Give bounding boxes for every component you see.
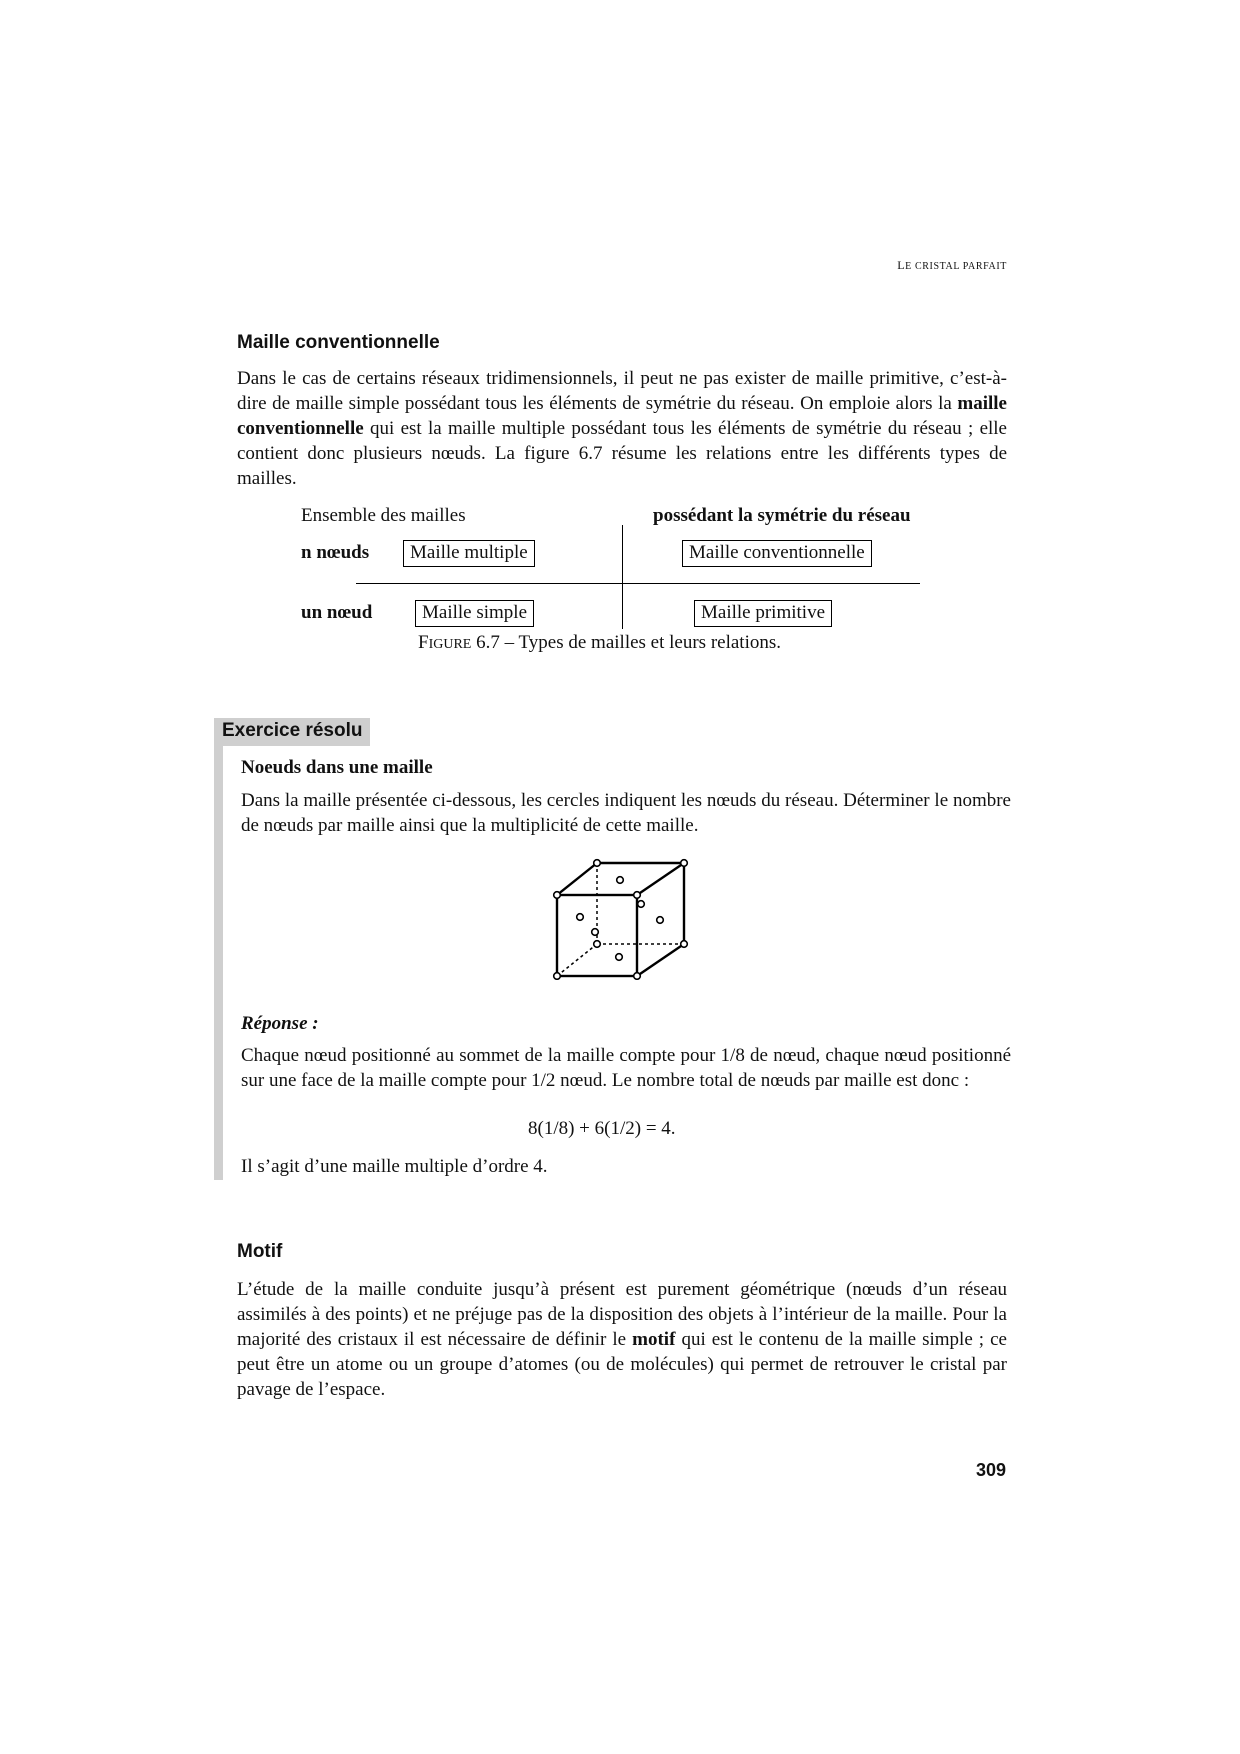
figure-row-bottom-label: un nœud — [301, 602, 373, 623]
section-title-motif: Motif — [237, 1241, 283, 1262]
answer-conclusion: Il s’agit d’une maille multiple d’ordre 4. — [241, 1156, 548, 1177]
figure-column-right-label: possédant la symétrie du réseau — [653, 505, 911, 526]
answer-label: Réponse : — [241, 1013, 319, 1034]
figure-horizontal-divider — [356, 583, 920, 584]
box-maille-conventionnelle: Maille conventionnelle — [682, 540, 872, 567]
box-maille-multiple: Maille multiple — [403, 540, 535, 567]
exercise-tag: Exercice résolu — [214, 718, 370, 746]
page-number: 309 — [976, 1460, 1007, 1480]
figure-vertical-divider — [622, 525, 623, 629]
figure-row-top-label: n nœuds — [301, 542, 370, 563]
exercise-title: Noeuds dans une maille — [241, 757, 433, 778]
exercise-side-bar — [214, 746, 223, 1180]
running-head: LE CRISTAL PARFAIT — [897, 258, 1007, 272]
paragraph-motif: L’étude de la maille conduite jusqu’à présent est purement géométrique (nœuds d’un réseau assimilés à des points) et ne préjuge pas de la disposition des objets à l’intérieur de la maille. Pour la majorité des cristaux il est nécessaire de définir le motif qui est le contenu de la maille simple ; ce peut être un atome ou un groupe d’atomes (ou de molécules) qui permet de retrouver le cristal par pavage de l’espace. — [237, 1279, 1007, 1400]
box-maille-primitive: Maille primitive — [694, 600, 832, 627]
paragraph-maille-conventionnelle: Dans le cas de certains réseaux tridimensionnels, il peut ne pas exister de maille primitive, c’est-à-dire de maille simple possédant tous les éléments de symétrie du réseau. On emploie alors la maille conventionnelle qui est la maille multiple possédant tous les éléments de symétrie du réseau ; elle contient donc plusieurs nœuds. La figure 6.7 résume les relations entre les différents types de mailles. — [237, 368, 1007, 489]
box-maille-simple: Maille simple — [415, 600, 534, 627]
figure-caption: FIGURE 6.7 – Types de mailles et leurs relations. — [418, 632, 781, 653]
answer-text: Chaque nœud positionné au sommet de la maille compte pour 1/8 de nœud, chaque nœud positionné sur une face de la maille compte pour 1/2 nœud. Le nombre total de nœuds par maille est donc : — [241, 1045, 1011, 1091]
figure-column-left-label: Ensemble des mailles — [301, 505, 466, 526]
section-title-maille-conventionnelle: Maille conventionnelle — [237, 332, 440, 353]
cube-lattice-diagram — [545, 855, 695, 980]
exercise-statement: Dans la maille présentée ci-dessous, les cercles indiquent les nœuds du réseau. Déterminer le nombre de nœuds par maille ainsi que la multiplicité de cette maille. — [241, 790, 1011, 836]
formula: 8(1/8) + 6(1/2) = 4. — [528, 1118, 676, 1139]
